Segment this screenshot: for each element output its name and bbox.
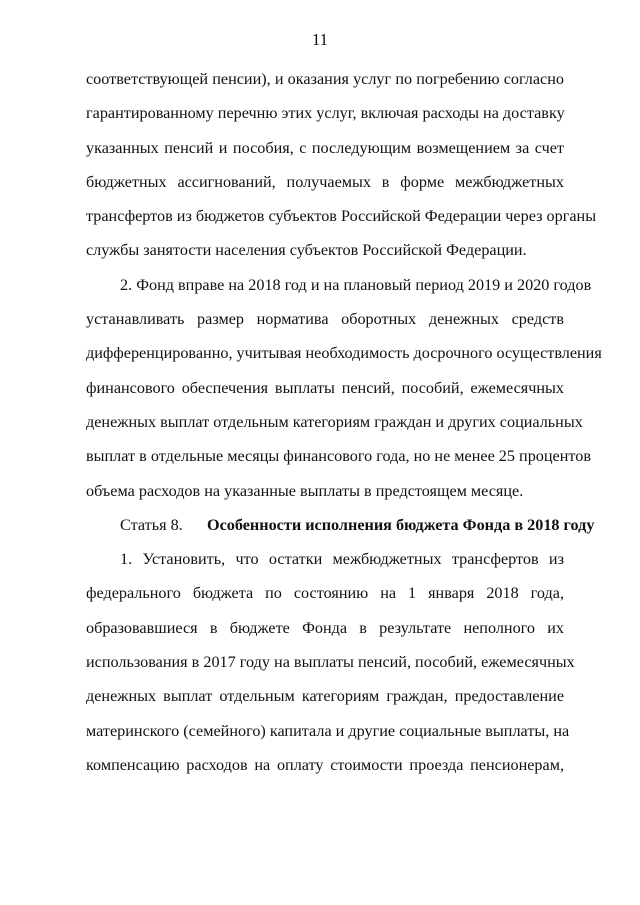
text-line: службы занятости населения субъектов Российской Федерации. [86, 241, 527, 260]
text-line: федерального бюджета по состоянию на 1 января 2018 года, [86, 584, 564, 603]
document-body [86, 62, 602, 782]
text-line: 2. Фонд вправе на 2018 год и на плановый период 2019 и 2020 годов [120, 275, 592, 294]
text-line: образовавшиеся в бюджете Фонда в результате неполного их [86, 618, 564, 637]
page-number: 11 [311, 30, 329, 49]
paragraph-continuation [86, 62, 597, 268]
text-line: гарантированному перечню этих услуг, включая расходы на доставку [86, 104, 565, 123]
text-line: денежных выплат отдельным категориям граждан и других социальных [86, 412, 583, 431]
text-line: финансового обеспечения выплаты пенсий, пособий, ежемесячных [86, 378, 564, 397]
text-line: компенсацию расходов на оплату стоимости проезда пенсионерам, [86, 755, 564, 774]
text-line: выплат в отдельные месяцы финансового года, но не менее 25 процентов [86, 447, 591, 466]
article-heading [86, 508, 595, 542]
text-line: объема расходов на указанные выплаты в предстоящем месяце. [86, 481, 524, 500]
text-line: дифференцированно, учитывая необходимость досрочного осуществления [86, 344, 602, 363]
text-line: соответствующей пенсии), и оказания услуг по погребению согласно [86, 70, 564, 88]
text-line: бюджетных ассигнований, получаемых в форме межбюджетных [86, 172, 564, 191]
text-line: материнского (семейного) капитала и другие социальные выплаты, на [86, 721, 570, 740]
text-line: трансфертов из бюджетов субъектов Российской Федерации через органы [86, 207, 597, 226]
paragraph-fund-norms [86, 268, 602, 508]
article-label: Статья 8. [120, 515, 183, 534]
text-line: указанных пенсий и пособия, с последующим возмещением за счет [86, 138, 564, 157]
text-line: 1. Установить, что остатки межбюджетных трансфертов из [120, 550, 564, 569]
text-line: устанавливать размер норматива оборотных денежных средств [86, 310, 564, 329]
text-line: денежных выплат отдельным категориям граждан, предоставление [86, 687, 564, 706]
article-title: Особенности исполнения бюджета Фонда в 2018 году [207, 515, 595, 534]
text-line: использования в 2017 году на выплаты пенсий, пособий, ежемесячных [86, 653, 575, 672]
paragraph-article-clause-1 [86, 542, 575, 782]
